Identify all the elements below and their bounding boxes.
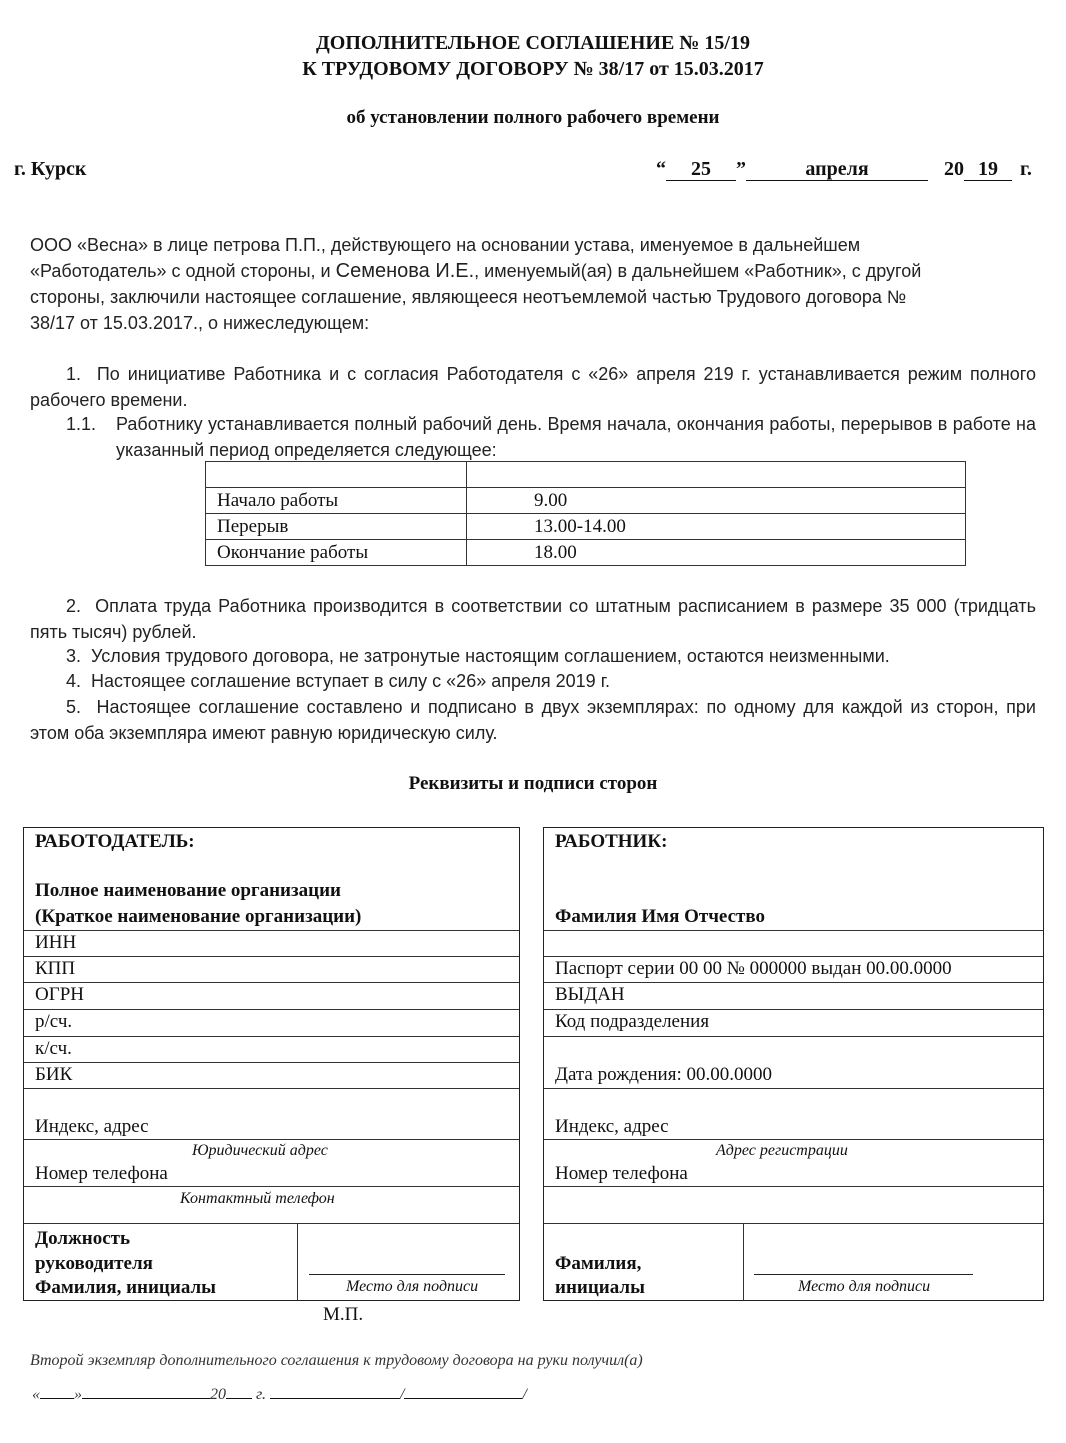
subtitle: об установлении полного рабочего времени (346, 107, 720, 128)
employee-birth: Дата рождения: 00.00.0000 (555, 1064, 772, 1085)
divider (544, 1139, 1043, 1140)
employee-fio: Фамилия Имя Отчество (555, 906, 765, 927)
employer-ogrn: ОГРН (35, 984, 84, 1005)
receipt-date-line (32, 1386, 527, 1404)
schedule-value: 18.00 (467, 540, 966, 566)
table-row (206, 462, 966, 488)
receipt-text: Второй экземпляр дополнительного соглашения к трудовому договора на руки получил(а) (30, 1352, 643, 1369)
intro-line-4: 38/17 от 15.03.2017., о нижеследующем: (30, 313, 370, 333)
clause-5 (30, 694, 1036, 746)
intro-paragraph (30, 232, 1036, 336)
employer-inn: ИНН (35, 932, 77, 953)
table-row (206, 488, 966, 514)
employee-address: Индекс, адрес (555, 1116, 669, 1137)
employee-name: Семенова И.Е. (335, 260, 475, 282)
employee-sign-caption: Место для подписи (798, 1278, 931, 1295)
schedule-label (206, 462, 467, 488)
employee-phone: Номер телефона (555, 1163, 688, 1184)
employee-name-2: инициалы (555, 1277, 645, 1298)
title-line-1: ДОПОЛНИТЕЛЬНОЕ СОГЛАШЕНИЕ № 15/19 (316, 32, 750, 54)
employee-dept-code: Код подразделения (555, 1011, 710, 1032)
date-day: 25 (666, 158, 736, 181)
clause-5-text: Настоящее соглашение составлено и подписано в двух экземплярах: по одному для каждой из сторон, при этом оба экземпляра имеют равную юридическую силу. (30, 697, 1036, 743)
date-quote-open: “ (656, 158, 666, 180)
employer-title: РАБОТОДАТЕЛЬ: (35, 831, 195, 852)
divider (24, 982, 519, 983)
employer-phone-caption: Контактный телефон (180, 1190, 335, 1207)
divider (544, 982, 1043, 983)
receipt-quote-open: « (32, 1386, 40, 1403)
employer-sign-divider (297, 1223, 298, 1300)
divider (544, 1088, 1043, 1089)
employee-address-caption: Адрес регистрации (716, 1142, 848, 1159)
receipt-quote-close: » (74, 1386, 82, 1403)
receipt-month-blank[interactable] (82, 1398, 210, 1399)
intro-line-1: ООО «Весна» в лице петрова П.П., действующего на основании устава, именуемое в дальнейшем (30, 235, 861, 255)
employer-address: Индекс, адрес (35, 1116, 149, 1137)
employer-sign-caption: Место для подписи (346, 1278, 479, 1295)
date-year-prefix: 20 (944, 158, 964, 180)
divider (24, 1062, 519, 1063)
employer-org-full: Полное наименование организации (35, 880, 341, 901)
clause-4-text: Настоящее соглашение вступает в силу с «26» апреля 2019 г. (91, 671, 611, 691)
clause-2-text: Оплата труда Работника производится в соответствии со штатным расписанием в размере 35 000 (тридцать пять тысяч) рублей. (30, 596, 1036, 642)
divider (24, 1088, 519, 1089)
divider (544, 1009, 1043, 1010)
receipt-day-blank[interactable] (40, 1398, 74, 1399)
schedule-label: Перерыв (206, 514, 467, 540)
employee-title: РАБОТНИК: (555, 831, 668, 852)
employer-bik: БИК (35, 1064, 73, 1085)
employer-rs: р/сч. (35, 1011, 73, 1032)
clause-3 (30, 643, 1036, 669)
divider (544, 930, 1043, 931)
clause-3-number: 3. (66, 646, 82, 666)
clause-4 (30, 668, 1036, 694)
title-line-2: К ТРУДОВОМУ ДОГОВОРУ № 38/17 от 15.03.2017 (302, 58, 764, 80)
schedule-label: Окончание работы (206, 540, 467, 566)
date-quote-close: ” (736, 158, 746, 180)
divider (544, 1223, 1043, 1224)
divider (24, 1009, 519, 1010)
clause-1-text: По инициативе Работника и с согласия Работодателя с «26» апреля 219 г. устанавливается режим полного рабочего времени. (30, 364, 1036, 410)
clause-2-number: 2. (66, 596, 82, 616)
receipt-slash-1: / (400, 1386, 405, 1403)
employer-org-short: (Краткое наименование организации) (35, 906, 362, 927)
employer-box (23, 827, 520, 1301)
divider (24, 1036, 519, 1037)
divider (24, 1139, 519, 1140)
intro-line-3: стороны, заключили настоящее соглашение, являющееся неотъемлемой частью Трудового договора № (30, 287, 907, 307)
divider (24, 1223, 519, 1224)
table-row (206, 540, 966, 566)
employer-phone: Номер телефона (35, 1163, 168, 1184)
date-year-suffix: 19 (964, 158, 1012, 181)
schedule-label: Начало работы (206, 488, 467, 514)
employer-position-3: Фамилия, инициалы (35, 1277, 216, 1298)
date-line (656, 158, 1032, 181)
receipt-slash-2: / (522, 1386, 527, 1403)
intro-line-2 (30, 258, 1036, 284)
receipt-year-blank[interactable] (226, 1398, 252, 1399)
divider (24, 1186, 519, 1187)
clause-5-number: 5. (66, 697, 82, 717)
employee-name-1: Фамилия, (555, 1253, 642, 1274)
receipt-year-prefix: 20 (210, 1386, 226, 1403)
divider (24, 956, 519, 957)
employer-ks: к/сч. (35, 1038, 72, 1059)
divider (544, 1186, 1043, 1187)
schedule-table (205, 461, 966, 566)
divider (24, 930, 519, 931)
stamp-label: М.П. (323, 1304, 364, 1325)
employee-issued: ВЫДАН (555, 984, 625, 1005)
clause-3-text: Условия трудового договора, не затронутые настоящим соглашением, остаются неизменными. (91, 646, 890, 666)
employee-box (543, 827, 1044, 1301)
clause-1-1-text: Работнику устанавливается полный рабочий день. Время начала, окончания работы, перерывов в работе на указанный период определяется следующее: (116, 414, 1036, 460)
clause-1-number: 1. (66, 364, 82, 384)
schedule-value: 9.00 (467, 488, 966, 514)
employer-kpp: КПП (35, 958, 76, 979)
employee-signature-line (754, 1274, 973, 1275)
city: г. Курск (14, 158, 87, 180)
clause-1-1-number: 1.1. (66, 414, 97, 434)
clause-1 (30, 361, 1036, 413)
employee-passport: Паспорт серии 00 00 № 000000 выдан 00.00.0000 (555, 958, 952, 979)
schedule-value (467, 462, 966, 488)
receipt-name-blank[interactable] (404, 1398, 522, 1399)
table-row (206, 514, 966, 540)
clause-4-number: 4. (66, 671, 82, 691)
requisites-heading: Реквизиты и подписи сторон (408, 773, 658, 794)
employee-sign-divider (743, 1223, 744, 1300)
date-year-word: г. (1020, 158, 1032, 180)
employer-position-2: руководителя (35, 1253, 153, 1274)
intro-line-2a: «Работодатель» с одной стороны, и (30, 261, 331, 281)
intro-line-2b: , именуемый(ая) в дальнейшем «Работник», с другой (474, 261, 922, 281)
schedule-value: 13.00-14.00 (467, 514, 966, 540)
receipt-year-word: г. (256, 1386, 267, 1403)
employer-signature-line (309, 1274, 505, 1275)
clause-2 (30, 593, 1036, 645)
date-month: апреля (746, 158, 928, 181)
employer-position-1: Должность (35, 1228, 131, 1249)
divider (544, 956, 1043, 957)
employer-address-caption: Юридический адрес (192, 1142, 328, 1159)
receipt-signature-blank[interactable] (270, 1398, 400, 1399)
divider (544, 1036, 1043, 1037)
